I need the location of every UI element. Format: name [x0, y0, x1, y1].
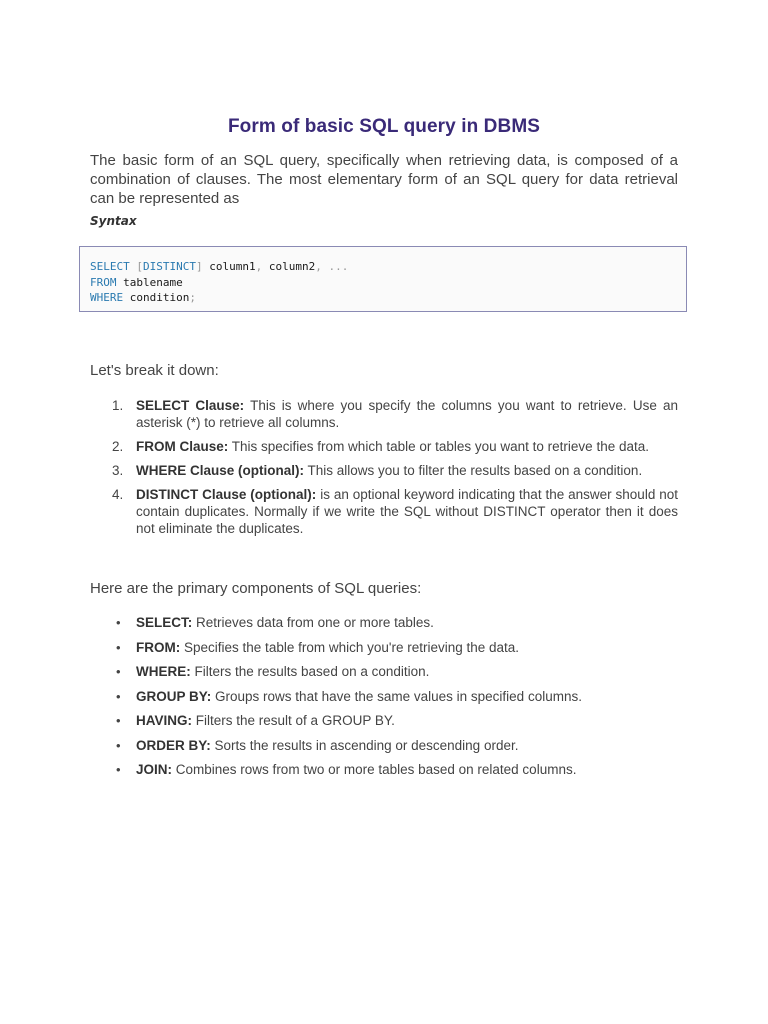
bullet: •: [116, 688, 121, 704]
list-term: WHERE:: [136, 664, 191, 679]
bullet: •: [116, 639, 121, 655]
code-column1: column1: [209, 260, 256, 273]
components-heading: Here are the primary components of SQL queries:: [90, 580, 422, 597]
list-text: Specifies the table from which you're retrieving the data.: [184, 639, 520, 655]
intro-paragraph: The basic form of an SQL query, specifically when retrieving data, is composed of a combination of clauses. The most elementary form of an SQL query for data retrieval can be represented as: [90, 152, 678, 207]
list-text: is an optional keyword indicating that the answer should not contain duplicates. Normally if we write the SQL without DISTINCT operator then it does not eliminate the duplicates.: [136, 487, 678, 536]
components-list: [90, 614, 678, 786]
breakdown-item-distinct: [90, 486, 678, 537]
code-bracket-close: ]: [195, 260, 203, 273]
list-text: Sorts the results in ascending or descending order.: [214, 737, 519, 753]
list-term: ORDER BY:: [136, 737, 211, 753]
list-text: Combines rows from two or more tables based on related columns.: [175, 762, 577, 777]
list-term: WHERE Clause (optional):: [136, 463, 304, 478]
list-term: SELECT:: [136, 615, 193, 630]
list-number: 1.: [112, 398, 124, 413]
code-column2: column2: [268, 260, 316, 273]
component-item-where: [90, 663, 678, 680]
bullet: •: [116, 762, 121, 777]
code-keyword-where: WHERE: [90, 291, 124, 304]
bullet: •: [116, 713, 121, 728]
list-text: This allows you to filter the results based on a condition.: [307, 463, 643, 478]
code-comma-2: ,: [315, 260, 322, 273]
code-semicolon: ;: [189, 291, 196, 304]
breakdown-item-from: [90, 438, 678, 455]
code-condition: condition: [129, 291, 190, 304]
list-text: Groups rows that have the same values in specified columns.: [215, 688, 582, 704]
code-keyword-distinct: DISTINCT: [143, 260, 196, 273]
list-number: 4.: [112, 487, 124, 502]
code-block: [79, 246, 687, 312]
breakdown-heading: Let's break it down:: [90, 362, 219, 379]
breakdown-item-where: [90, 462, 678, 479]
list-text: This is where you specify the columns you want to retrieve. Use an asterisk (*) to retrieve all columns.: [136, 398, 678, 430]
code-keyword-from: FROM: [90, 275, 117, 289]
code-tablename: tablename: [123, 275, 183, 289]
bullet: •: [116, 615, 121, 630]
bullet: •: [116, 664, 121, 679]
code-ellipsis: ...: [328, 260, 349, 273]
component-item-join: [90, 761, 678, 778]
list-number: 2.: [112, 439, 124, 454]
list-text: Retrieves data from one or more tables.: [196, 615, 434, 630]
breakdown-item-select: [90, 397, 678, 431]
component-item-select: [90, 614, 678, 631]
list-term: DISTINCT Clause (optional):: [136, 487, 317, 502]
list-text: Filters the result of a GROUP BY.: [195, 713, 395, 728]
component-item-from: [90, 639, 678, 656]
list-number: 3.: [112, 463, 124, 478]
list-term: JOIN:: [136, 762, 173, 777]
code-line-1: [90, 260, 348, 273]
component-item-group-by: [90, 688, 678, 705]
component-item-having: [90, 712, 678, 729]
bullet: •: [116, 737, 121, 753]
list-term: HAVING:: [136, 713, 192, 728]
list-term: SELECT Clause:: [136, 398, 245, 413]
list-term: FROM Clause:: [136, 439, 229, 454]
code-lines: [90, 259, 348, 306]
syntax-label: Syntax: [90, 214, 137, 228]
breakdown-list: [90, 397, 678, 544]
component-item-order-by: [90, 737, 678, 754]
list-term: GROUP BY:: [136, 688, 212, 704]
list-text: Filters the results based on a condition.: [194, 664, 430, 679]
code-line-2: [90, 276, 183, 289]
list-text: This specifies from which table or tables you want to retrieve the data.: [231, 439, 649, 454]
code-keyword-select: SELECT: [90, 260, 130, 273]
code-line-3: [90, 291, 196, 304]
page-title: Form of basic SQL query in DBMS: [227, 116, 541, 137]
list-term: FROM:: [136, 639, 181, 655]
code-bracket-open: [: [136, 260, 143, 273]
code-comma-1: ,: [255, 260, 263, 273]
